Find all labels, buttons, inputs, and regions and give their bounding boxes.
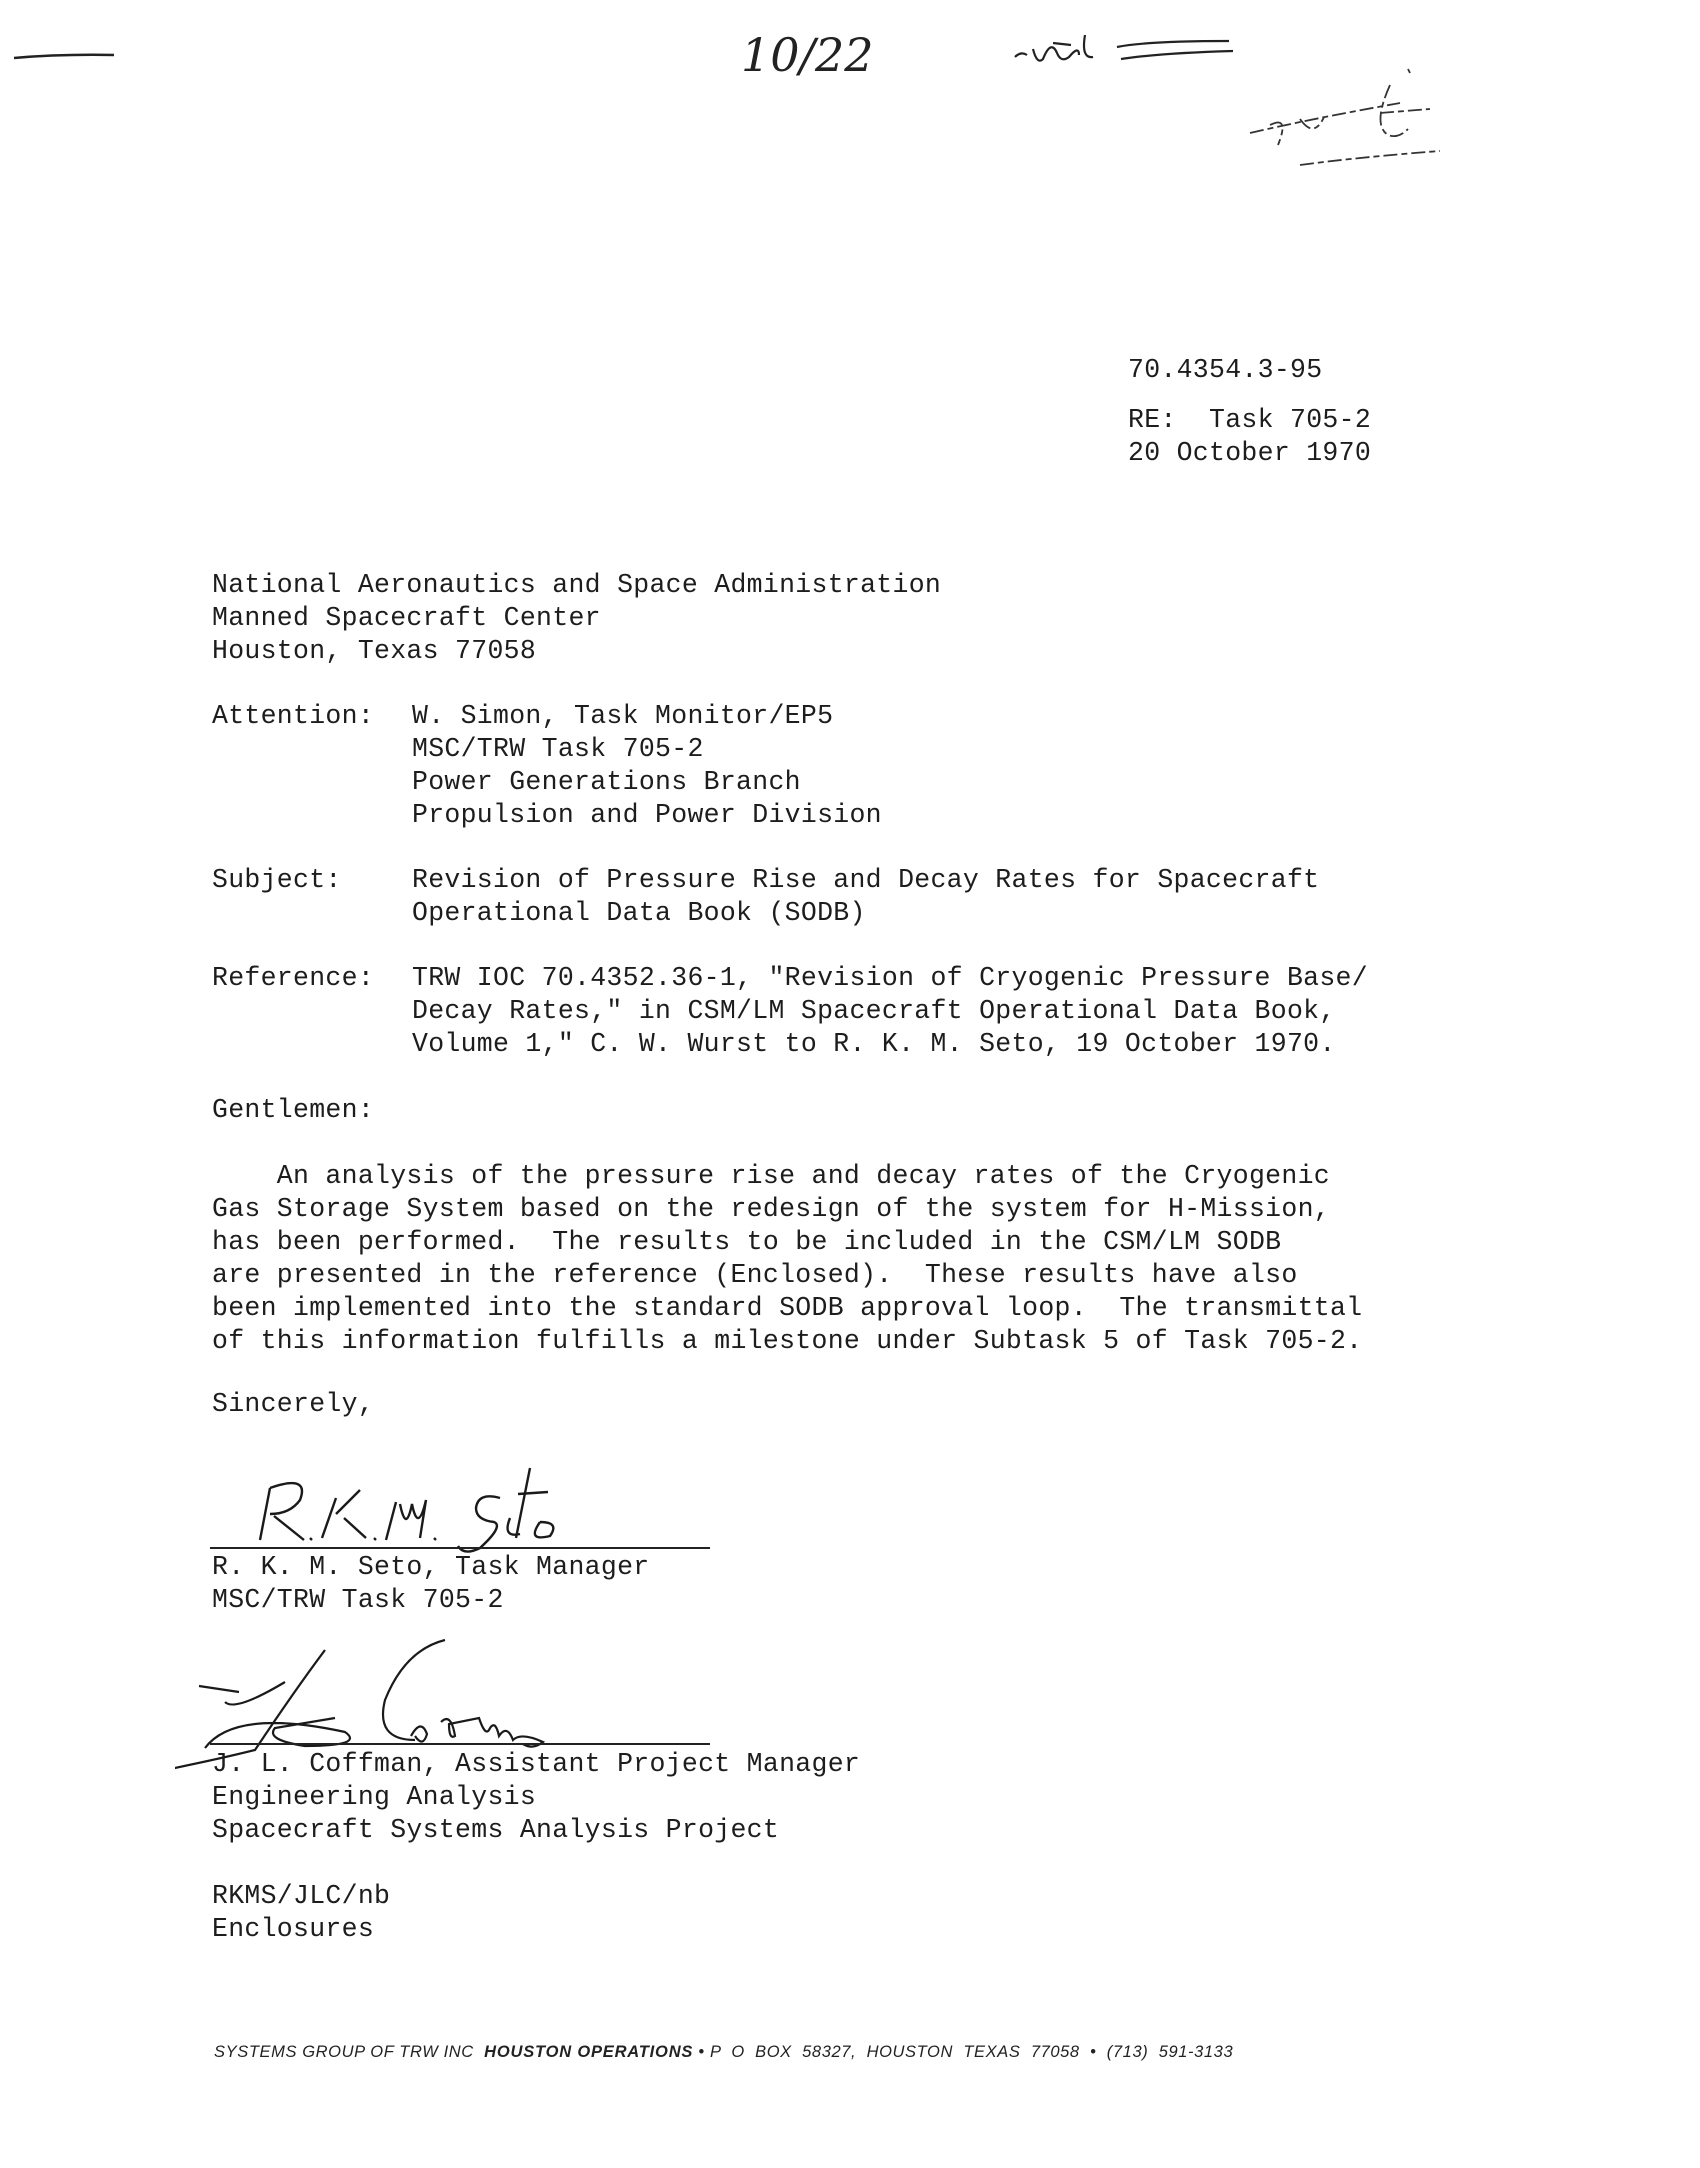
handwritten-date-annotation	[735, 25, 915, 85]
margin-dash	[10, 48, 120, 68]
reference-line: Volume 1," C. W. Wurst to R. K. M. Seto, 19 October 1970.	[412, 1029, 1336, 1059]
signer-name-title: R. K. M. Seto, Task Manager	[212, 1552, 650, 1582]
letter-date: 20 October 1970	[1128, 438, 1372, 468]
signer-project: Spacecraft Systems Analysis Project	[212, 1815, 780, 1845]
subject-line: Operational Data Book (SODB)	[412, 898, 866, 928]
body-paragraph	[212, 1160, 1362, 1358]
document-number: 70.4354.3-95	[1128, 355, 1323, 385]
body-line: has been performed. The results to be included in the CSM/LM SODB	[212, 1227, 1282, 1257]
re-line: RE: Task 705-2	[1128, 405, 1372, 435]
reference-initials	[212, 1880, 390, 1946]
subject-label: Subject:	[212, 865, 342, 895]
seto-signature	[240, 1458, 600, 1558]
enclosures-note: Enclosures	[212, 1914, 375, 1944]
reference-label: Reference:	[212, 963, 375, 993]
handwritten-initials-scribble	[1005, 25, 1245, 75]
signer-name-title: J. L. Coffman, Assistant Project Manager	[212, 1749, 861, 1779]
attention-line: W. Simon, Task Monitor/EP5	[412, 701, 834, 731]
signature-line-2	[210, 1743, 710, 1745]
handwritten-corner-scribble	[1240, 55, 1490, 175]
subject-value	[412, 864, 1319, 930]
signer-affiliation: MSC/TRW Task 705-2	[212, 1585, 504, 1615]
signature-line-1	[210, 1547, 710, 1549]
footer-division: HOUSTON OPERATIONS	[484, 2043, 694, 2061]
attention-line: Power Generations Branch	[412, 767, 801, 797]
reference-line: TRW IOC 70.4352.36-1, "Revision of Cryogenic Pressure Base/	[412, 963, 1368, 993]
body-line: are presented in the reference (Enclosed). These results have also	[212, 1260, 1298, 1290]
recipient-address	[212, 569, 941, 668]
body-line: An analysis of the pressure rise and decay rates of the Cryogenic	[212, 1161, 1330, 1191]
address-line: National Aeronautics and Space Administration	[212, 570, 942, 600]
signature-block-seto	[212, 1551, 649, 1617]
body-line: of this information fulfills a milestone under Subtask 5 of Task 705-2.	[212, 1326, 1363, 1356]
subject-line: Revision of Pressure Rise and Decay Rates for Spacecraft	[412, 865, 1320, 895]
closing: Sincerely,	[212, 1389, 375, 1419]
salutation: Gentlemen:	[212, 1095, 375, 1125]
reference-line: Decay Rates," in CSM/LM Spacecraft Operational Data Book,	[412, 996, 1336, 1026]
address-line: Manned Spacecraft Center	[212, 603, 601, 633]
reference-value	[412, 962, 1368, 1061]
body-line: Gas Storage System based on the redesign of the system for H-Mission,	[212, 1194, 1330, 1224]
footer-address: • P O BOX 58327, HOUSTON TEXAS 77058 • (713) 591-3133	[693, 2043, 1234, 2061]
signature-block-coffman	[212, 1748, 860, 1847]
body-line: been implemented into the standard SODB approval loop. The transmittal	[212, 1293, 1363, 1323]
attention-line: MSC/TRW Task 705-2	[412, 734, 704, 764]
footer-company: SYSTEMS GROUP OF TRW INC	[214, 2043, 485, 2061]
letterhead-footer	[214, 2043, 1233, 2062]
typist-initials: RKMS/JLC/nb	[212, 1881, 391, 1911]
attention-line: Propulsion and Power Division	[412, 800, 882, 830]
address-line: Houston, Texas 77058	[212, 636, 537, 666]
attention-value	[412, 700, 882, 832]
signer-department: Engineering Analysis	[212, 1782, 537, 1812]
reference-block	[1128, 404, 1371, 470]
attention-label: Attention:	[212, 701, 375, 731]
handwritten-date-text: 10/22	[741, 28, 874, 82]
